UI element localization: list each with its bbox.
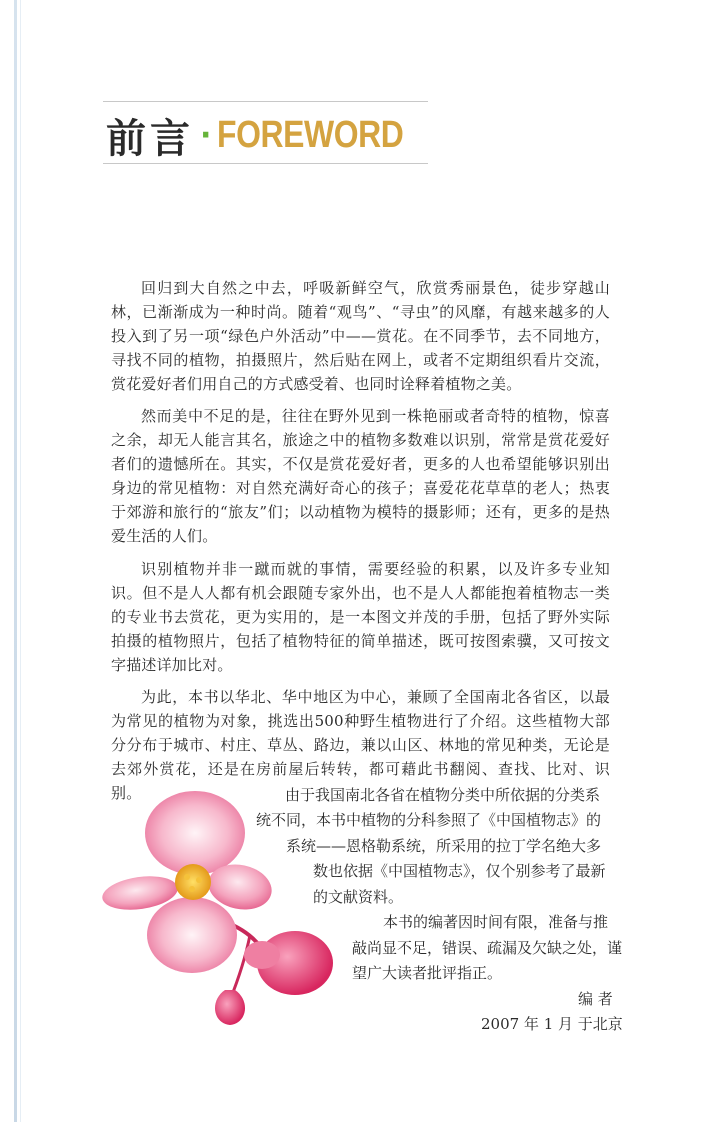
page-edge: [14, 0, 17, 1122]
paragraph-6-line: 望广大读者批评指正。: [352, 964, 503, 982]
title-rule-top: [103, 101, 428, 102]
signature-date: 2007 年 1 月 于北京: [481, 1015, 623, 1033]
paragraph-6-line: 敲尚显不足，错误、疏漏及欠缺之处，谨: [352, 939, 623, 957]
paragraph-5-line: 统不同，本书中植物的分科参照了《中国植物志》的: [256, 811, 602, 829]
paragraph-5-line: 的文献资料。: [313, 888, 404, 906]
paragraph-5-line: 系统——恩格勒系统，所采用的拉丁学名绝大多: [286, 837, 602, 855]
title-separator: ·: [200, 117, 212, 153]
paragraph-5-line: 数也依据《中国植物志》，仅个别参考了最新: [313, 862, 606, 880]
paragraph-4: 为此，本书以华北、华中地区为中心，兼顾了全国南北各省区，以最为常见的植物为对象，挑选出500种野生植物进行了介绍。这些植物大部分分布于城市、村庄、草丛、路边，兼以山区、林地的常见种类，无论是去郊外赏花，还是在房前屋后转转，都可藉此书翻阅、查找、比对、识别。: [111, 688, 610, 802]
title-chinese: 前言: [106, 115, 194, 162]
title-rule-bottom: [103, 163, 428, 164]
signature-author: 编 者: [578, 990, 613, 1008]
paragraph-3: 识别植物并非一蹴而就的事情，需要经验的积累，以及许多专业知识。但不是人人都有机会跟随专家外出，也不是人人都能抱着植物志一类的专业书去赏花，更为实用的，是一本图文并茂的手册，包括了野外实际拍摄的植物照片，包括了植物特征的简单描述，既可按图索骥，又可按文字描述详加比对。: [111, 560, 610, 674]
paragraph-5-line: 由于我国南北各省在植物分类中所依据的分类系: [285, 786, 601, 804]
page-title: [106, 110, 439, 160]
paragraph-6-line: 本书的编著因时间有限，准备与推: [383, 913, 609, 931]
begonia-flower-image: [100, 785, 350, 1035]
paragraph-2: 然而美中不足的是，往往在野外见到一株艳丽或者奇特的植物，惊喜之余，却无人能言其名，旅途之中的植物多数难以识别，常常是赏花爱好者们的遗憾所在。其实，不仅是赏花爱好者，更多的人也希望能够识别出身边的常见植物：对自然充满好奇心的孩子；喜爱花花草草的老人；热衷于郊游和旅行的“旅友”们；以动植物为模特的摄影师；还有，更多的是热爱生活的人们。: [111, 407, 610, 545]
title-english: FOREWORD: [217, 113, 404, 156]
page-edge-line: [20, 0, 21, 1122]
paragraph-1: 回归到大自然之中去，呼吸新鲜空气，欣赏秀丽景色，徒步穿越山林，已渐渐成为一种时尚。随着“观鸟”、“寻虫”的风靡，有越来越多的人投入到了另一项“绿色户外活动”中——赏花。在不同季节，去不同地方，寻找不同的植物，拍摄照片，然后贴在网上，或者不定期组织看片交流，赏花爱好者们用自己的方式感受着、也同时诠释着植物之美。: [111, 279, 610, 393]
